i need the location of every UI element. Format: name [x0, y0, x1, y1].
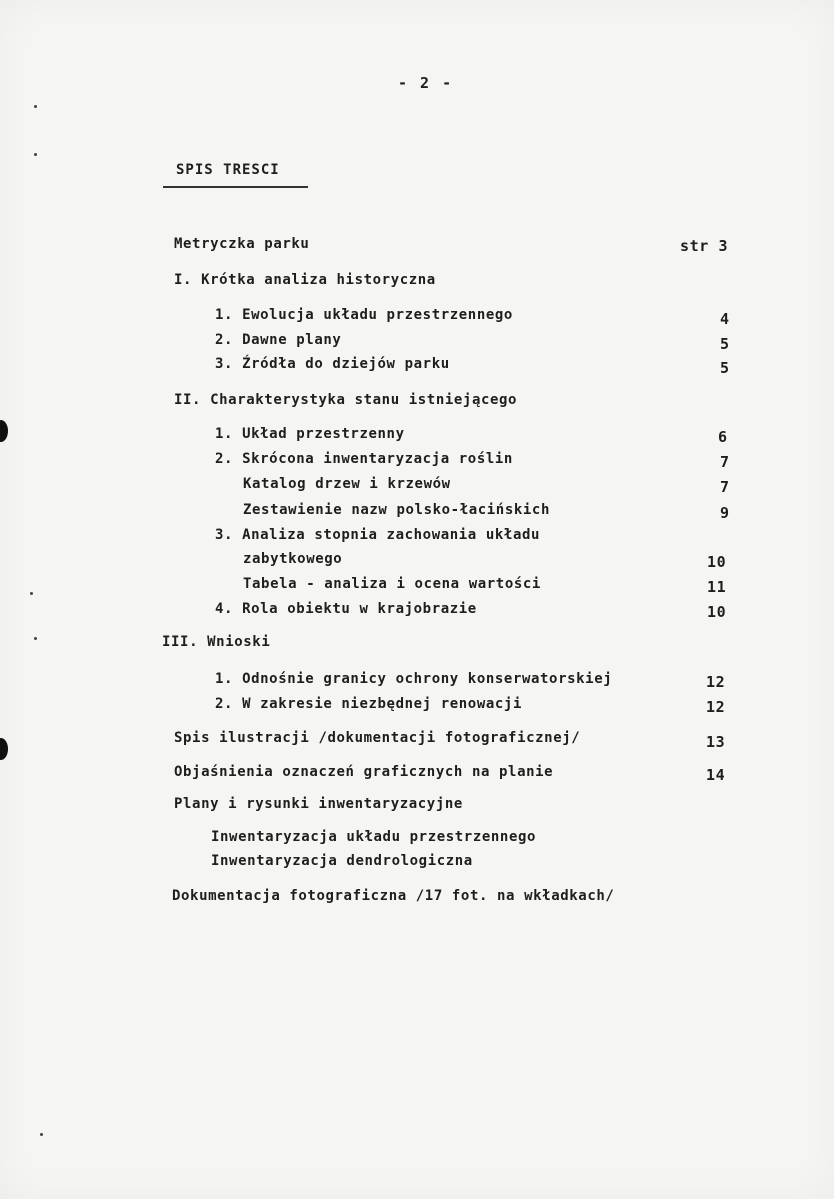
toc-entry-page: 12 [706, 673, 726, 691]
speck [34, 637, 37, 640]
toc-entry-page: 5 [720, 359, 730, 377]
toc-entry-page: 5 [720, 335, 730, 353]
toc-entry-page: 6 [718, 428, 728, 446]
punch-hole [0, 738, 8, 760]
toc-entry-title: 1. Układ przestrzenny [215, 426, 405, 442]
toc-entry-title: 2. Skrócona inwentaryzacja roślin [215, 451, 513, 467]
toc-entry-page: 11 [707, 578, 727, 596]
toc-entry-page: 7 [720, 478, 730, 496]
toc-entry-title: Metryczka parku [174, 236, 310, 252]
toc-entry-title: Objaśnienia oznaczeń graficznych na planie [174, 764, 554, 780]
toc-entry-title: 4. Rola obiektu w krajobrazie [215, 601, 477, 617]
speck [34, 153, 37, 156]
toc-entry-title: 2. W zakresie niezbędnej renowacji [215, 696, 522, 712]
toc-entry-title: 3. Analiza stopnia zachowania układu [215, 527, 541, 543]
toc-section-title: I. Krótka analiza historyczna [174, 272, 436, 288]
page-number: - 2 - [398, 74, 454, 92]
toc-entry-title: Zestawienie nazw polsko-łacińskich [243, 502, 550, 518]
toc-entry-page: 4 [720, 310, 730, 328]
speck [34, 105, 37, 108]
toc-entry-title: 2. Dawne plany [215, 332, 342, 348]
toc-entry-page: 9 [720, 504, 730, 522]
toc-entry-title: Spis ilustracji /dokumentacji fotograficznej/ [174, 730, 581, 746]
toc-entry-page: 13 [706, 733, 726, 751]
speck [40, 1133, 43, 1136]
toc-entry-title: Dokumentacja fotograficzna /17 fot. na wkładkach/ [172, 888, 615, 904]
toc-entry-page: 12 [706, 698, 726, 716]
heading-underline [163, 186, 308, 188]
toc-entry-title: Inwentaryzacja dendrologiczna [211, 853, 473, 869]
toc-entry-title: Inwentaryzacja układu przestrzennego [211, 829, 537, 845]
toc-section-title: III. Wnioski [162, 634, 271, 650]
toc-entry-page: 10 [707, 553, 727, 571]
toc-heading: SPIS TRESCI [176, 162, 280, 178]
toc-entry-title: Tabela - analiza i ocena wartości [243, 576, 541, 592]
toc-entry-title: Katalog drzew i krzewów [243, 476, 451, 492]
toc-entry-page: 10 [707, 603, 727, 621]
toc-section-title: II. Charakterystyka stanu istniejącego [174, 392, 518, 408]
toc-entry-title: Plany i rysunki inwentaryzacyjne [174, 796, 463, 812]
toc-entry-title: 1. Ewolucja układu przestrzennego [215, 307, 513, 323]
speck [30, 592, 33, 595]
toc-entry-title: 3. Źródła do dziejów parku [215, 356, 450, 372]
toc-entry-page: 7 [720, 453, 730, 471]
punch-hole [0, 420, 8, 442]
toc-entry-page: 14 [706, 766, 726, 784]
toc-entry-page: str 3 [680, 237, 729, 255]
toc-entry-title: 1. Odnośnie granicy ochrony konserwatorskiej [215, 671, 613, 687]
toc-entry-title: zabytkowego [243, 551, 343, 567]
